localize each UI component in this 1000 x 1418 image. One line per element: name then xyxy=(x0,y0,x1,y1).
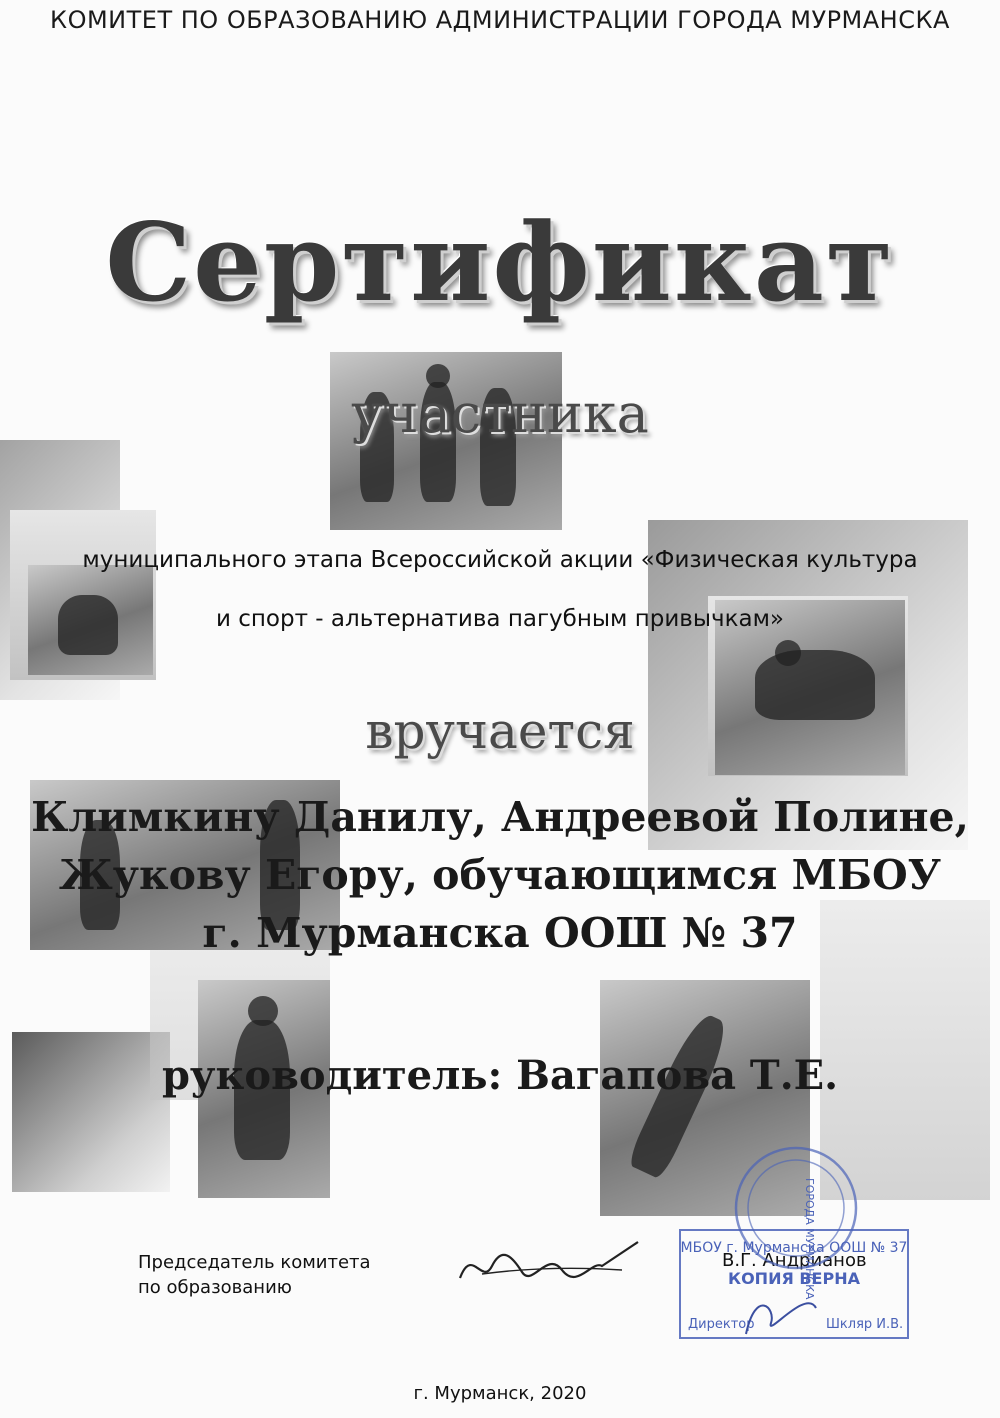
recipients xyxy=(10,788,990,962)
signatory-name: В.Г. Андрианов xyxy=(722,1250,867,1271)
signatory-position-line-2: по образованию xyxy=(138,1277,292,1298)
recipients-line-2: Жукову Егору, обучающимся МБОУ xyxy=(58,851,942,899)
stamp-director-name: Шкляр И.В. xyxy=(826,1317,904,1332)
awarded-label: вручается xyxy=(365,702,635,760)
copy-verified-stamp xyxy=(676,1138,912,1348)
signature xyxy=(452,1236,642,1296)
recipients-line-3: г. Мурманска ООШ № 37 xyxy=(202,909,798,957)
certificate-subtitle: участника xyxy=(351,382,649,445)
certificate-title: Сертификат xyxy=(105,200,895,326)
city-year: г. Мурманск, 2020 xyxy=(413,1383,587,1404)
event-line-1: муниципального этапа Всероссийской акции «Физическая культура xyxy=(82,547,918,573)
stamp-org: МБОУ г. Мурманска ООШ № 37 xyxy=(680,1240,908,1256)
signatory-position-line-1: Председатель комитета xyxy=(138,1252,371,1273)
stamp-verified: КОПИЯ ВЕРНА xyxy=(728,1269,860,1288)
event-line-2: и спорт - альтернатива пагубным привычкам» xyxy=(215,606,785,632)
stamp-round-text: ГОРОДА МУРМАНСКА xyxy=(803,1178,816,1300)
recipients-line-1: Климкину Данилу, Андреевой Полине, xyxy=(31,793,969,841)
stamp-director-label: Директор xyxy=(688,1317,755,1332)
leader-line: руководитель: Вагапова Т.Е. xyxy=(161,1052,839,1099)
signatory-position xyxy=(138,1250,371,1300)
organization-header: КОМИТЕТ ПО ОБРАЗОВАНИЮ АДМИНИСТРАЦИИ ГОРОДА МУРМАНСКА xyxy=(50,6,950,34)
